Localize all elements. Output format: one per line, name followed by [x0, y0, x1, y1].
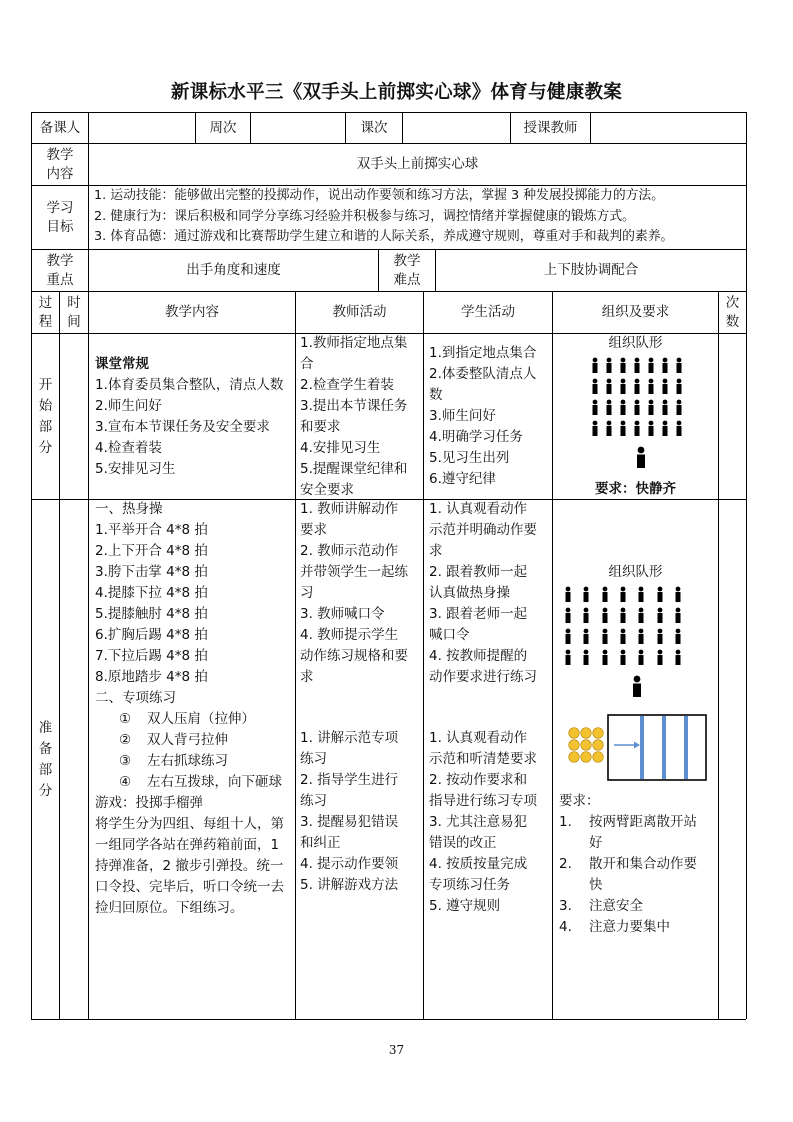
person-icon — [674, 357, 684, 373]
list-item: 6.扩胸后踢 4*8 拍 — [95, 627, 208, 643]
list-item: 练习 — [300, 793, 327, 809]
list-item: 和纠正 — [300, 835, 341, 851]
list-item: 3. 提醒易犯错误 — [300, 814, 399, 830]
person-icon — [660, 399, 670, 415]
person-icon — [646, 420, 656, 436]
person-icon — [636, 607, 646, 623]
teacher-label: 授课教师 — [523, 119, 578, 136]
list-item: 1. 认真观看动作 — [429, 501, 528, 517]
list-item: 2. 散开和集合动作要快 — [559, 856, 697, 893]
content-value: 双手头上前掷实心球 — [356, 156, 479, 172]
prep-section-label: 准 备 部 分 — [38, 719, 53, 799]
list-item: 合 — [300, 356, 314, 372]
person-icon — [590, 357, 600, 373]
list-item: 1.平举开合 4*8 拍 — [95, 522, 208, 538]
list-item: 4.提膝下拉 4*8 拍 — [95, 585, 208, 601]
game-line: 将学生分为四组、每组十人，第 — [95, 816, 284, 832]
key-value: 出手角度和速度 — [186, 262, 281, 278]
list-item: 4.明确学习任务 — [429, 429, 523, 445]
person-icon — [632, 357, 642, 373]
teacher-person-icon — [634, 446, 648, 468]
list-item: 动作练习规格和要 — [300, 648, 408, 664]
person-icon — [590, 378, 600, 394]
person-icon — [563, 607, 573, 623]
prep-teacher-activity-a — [300, 499, 422, 688]
person-icon — [646, 399, 656, 415]
person-icon — [590, 399, 600, 415]
person-icon — [618, 399, 628, 415]
list-item: 动作要求进行练习 — [429, 669, 537, 685]
person-icon — [618, 586, 628, 602]
list-item: 5.提醒课堂纪律和 — [300, 461, 408, 477]
list-item: 3. 尤其注意易犯 — [429, 814, 528, 830]
list-item: 求 — [429, 543, 443, 559]
prepare-teacher-label: 备课人 — [39, 119, 81, 136]
person-icon — [618, 357, 628, 373]
col-teacher: 教师活动 — [332, 304, 387, 320]
person-icon — [660, 357, 670, 373]
game-line: 一组同学各站在弹药箱前面，1 — [95, 837, 280, 853]
list-item: 5. 遵守规则 — [429, 898, 501, 914]
week-label: 周次 — [209, 119, 237, 136]
person-icon — [646, 357, 656, 373]
list-item: 1. 认真观看动作 — [429, 730, 528, 746]
col-process: 过 程 — [38, 294, 53, 330]
requirements-heading: 要求： — [559, 793, 600, 809]
list-item: 专项练习任务 — [429, 877, 510, 893]
list-item: 4. 按教师提醒的 — [429, 648, 528, 664]
list-item: 认真做热身操 — [429, 585, 510, 601]
list-item: 3. 注意安全 — [559, 898, 643, 914]
start-student-activity — [429, 343, 551, 490]
list-item: ① 双人压肩（拉伸） — [119, 711, 255, 727]
game-line: 捡归回原位。下组练习。 — [95, 900, 244, 916]
lesson-label: 课次 — [360, 119, 388, 136]
person-icon — [673, 586, 683, 602]
game-line: 口令投、完毕后，听口令统一去 — [95, 879, 284, 895]
list-item: ④ 左右互拨球，向下砸球 — [119, 774, 282, 790]
person-icon — [563, 628, 573, 644]
goal-item: 2. 健康行为：课后积极和同学分享练习经验并积极参与练习，调控情绪并掌握健康的锻炼方式。 — [94, 208, 635, 224]
list-item: 4.检查着装 — [95, 440, 162, 456]
person-icon — [581, 586, 591, 602]
list-item: 指导进行练习专项 — [429, 793, 537, 809]
list-item: 1. 教师讲解动作 — [300, 501, 399, 517]
person-icon — [655, 607, 665, 623]
person-icon — [632, 378, 642, 394]
list-item: 喊口令 — [429, 627, 470, 643]
person-icon — [636, 649, 646, 665]
person-icon — [600, 628, 610, 644]
teacher-person-icon — [630, 675, 644, 697]
person-icon — [660, 378, 670, 394]
list-item: 5.提膝触肘 4*8 拍 — [95, 606, 208, 622]
list-item: 2. 按动作要求和 — [429, 772, 528, 788]
list-item: 3.宣布本节课任务及安全要求 — [95, 419, 270, 435]
list-item: 5. 讲解游戏方法 — [300, 877, 399, 893]
col-student: 学生活动 — [461, 304, 515, 320]
list-item: 4.安排见习生 — [300, 440, 381, 456]
list-item: 并带领学生一起练 — [300, 564, 408, 580]
page-number: 37 — [388, 1043, 405, 1057]
game-line: 持弹准备，2 撤步引弹投。统一 — [95, 858, 284, 874]
person-icon — [674, 399, 684, 415]
prepare-teacher-value — [89, 113, 195, 143]
person-icon — [618, 628, 628, 644]
person-icon — [674, 378, 684, 394]
person-icon — [655, 649, 665, 665]
list-item: 8.原地踏步 4*8 拍 — [95, 669, 208, 685]
person-icon — [632, 420, 642, 436]
key-label: 教学 重点 — [46, 252, 74, 288]
prep-teacher-activity-b — [300, 728, 422, 896]
difficulty-label: 教学 难点 — [393, 252, 421, 288]
prep-requirements — [559, 791, 717, 938]
person-icon — [604, 420, 614, 436]
list-item: 示范并明确动作要 — [429, 522, 537, 538]
list-item: 求 — [300, 669, 314, 685]
list-item: 2. 教师示范动作 — [300, 543, 399, 559]
goals-list — [94, 186, 746, 249]
person-icon — [618, 607, 628, 623]
person-icon — [673, 628, 683, 644]
list-item: 4. 注意力要集中 — [559, 919, 670, 935]
list-item: ③ 左右抓球练习 — [119, 753, 228, 769]
lesson-value — [403, 113, 510, 143]
difficulty-value: 上下肢协调配合 — [543, 262, 639, 278]
list-item: 2. 跟着教师一起 — [429, 564, 528, 580]
list-item: 3.胯下击掌 4*8 拍 — [95, 564, 208, 580]
start-org-requirement: 要求：快静齐 — [595, 480, 676, 497]
list-item: 安全要求 — [300, 482, 354, 498]
list-item: 7.下拉后踢 4*8 拍 — [95, 648, 208, 664]
person-icon — [600, 586, 610, 602]
list-item: 2.师生问好 — [95, 398, 162, 414]
list-item: 和要求 — [300, 419, 341, 435]
list-item: 要求 — [300, 522, 327, 538]
person-icon — [636, 628, 646, 644]
list-item: 2.上下开合 4*8 拍 — [95, 543, 208, 559]
teacher-value — [591, 113, 746, 143]
goals-label: 学习 目标 — [46, 199, 74, 235]
col-content: 教学内容 — [165, 304, 219, 320]
list-item: 3. 跟着老师一起 — [429, 606, 528, 622]
list-item: 二、专项练习 — [95, 690, 176, 706]
list-item: 4. 提示动作要领 — [300, 856, 399, 872]
list-item: 1.教师指定地点集 — [300, 335, 408, 351]
person-icon — [604, 378, 614, 394]
person-icon — [618, 378, 628, 394]
person-icon — [563, 649, 573, 665]
list-item: 5.见习生出列 — [429, 450, 510, 466]
person-icon — [581, 649, 591, 665]
person-icon — [581, 607, 591, 623]
person-icon — [646, 378, 656, 394]
list-item: 3.师生问好 — [429, 408, 496, 424]
content-label: 教学 内容 — [46, 146, 74, 182]
person-icon — [632, 399, 642, 415]
prep-content — [95, 499, 293, 919]
list-item: 3.提出本节课任务 — [300, 398, 408, 414]
prep-student-activity-b — [429, 728, 551, 917]
start-content — [95, 354, 293, 480]
list-item: 1. 按两臂距离散开站好 — [559, 814, 697, 851]
start-formation — [590, 357, 684, 436]
list-item: 1.到指定地点集合 — [429, 345, 537, 361]
list-item: 1.体育委员集合整队，清点人数 — [95, 377, 284, 393]
start-section-label: 开 始 部 分 — [38, 376, 53, 456]
person-icon — [660, 420, 670, 436]
list-item: 6.遵守纪律 — [429, 471, 496, 487]
list-item: 4. 按质按量完成 — [429, 856, 528, 872]
prep-org-heading: 组织队形 — [608, 563, 663, 580]
person-icon — [636, 586, 646, 602]
person-icon — [600, 607, 610, 623]
game-diagram — [564, 712, 709, 784]
col-times: 次 数 — [725, 294, 740, 330]
person-icon — [655, 628, 665, 644]
person-icon — [618, 420, 628, 436]
goal-item: 1. 运动技能：能够做出完整的投掷动作，说出动作要领和练习方法，掌握 3 种发展投掷能力的方法。 — [94, 188, 665, 203]
start-content-heading: 课堂常规 — [95, 356, 149, 372]
game-title: 游戏：投掷手榴弹 — [95, 795, 203, 811]
week-value — [251, 113, 345, 143]
list-item: 示范和听清楚要求 — [429, 751, 537, 767]
col-time: 时 间 — [67, 294, 81, 330]
list-item: 1. 讲解示范专项 — [300, 730, 399, 746]
person-icon — [673, 649, 683, 665]
ball-group — [569, 728, 604, 763]
list-item: 习 — [300, 585, 314, 601]
list-item: 一、热身操 — [95, 501, 163, 517]
person-icon — [590, 420, 600, 436]
start-teacher-activity — [300, 333, 422, 501]
person-icon — [563, 586, 573, 602]
start-org-heading: 组织队形 — [608, 334, 663, 351]
person-icon — [581, 628, 591, 644]
list-item: 2.体委整队清点人 — [429, 366, 537, 382]
person-icon — [655, 586, 665, 602]
list-item: 数 — [429, 387, 443, 403]
person-icon — [600, 649, 610, 665]
list-item: 5.安排见习生 — [95, 461, 176, 477]
prep-student-activity-a — [429, 499, 551, 688]
col-org: 组织及要求 — [601, 304, 670, 320]
person-icon — [604, 399, 614, 415]
list-item: 练习 — [300, 751, 327, 767]
list-item: 错误的改正 — [429, 835, 497, 851]
list-item: ② 双人背弓拉伸 — [119, 732, 228, 748]
person-icon — [673, 607, 683, 623]
goal-item: 3. 体育品德：通过游戏和比赛帮助学生建立和谐的人际关系，养成遵守规则，尊重对手和裁判的素养。 — [94, 229, 674, 244]
person-icon — [604, 357, 614, 373]
list-item: 2. 指导学生进行 — [300, 772, 399, 788]
list-item: 3. 教师喊口令 — [300, 606, 385, 622]
person-icon — [674, 420, 684, 436]
person-icon — [618, 649, 628, 665]
prep-formation — [563, 586, 683, 665]
list-item: 4. 教师提示学生 — [300, 627, 399, 643]
list-item: 2.检查学生着装 — [300, 377, 394, 393]
page-title: 新课标水平三《双手头上前掷实心球》体育与健康教案 — [170, 82, 623, 103]
